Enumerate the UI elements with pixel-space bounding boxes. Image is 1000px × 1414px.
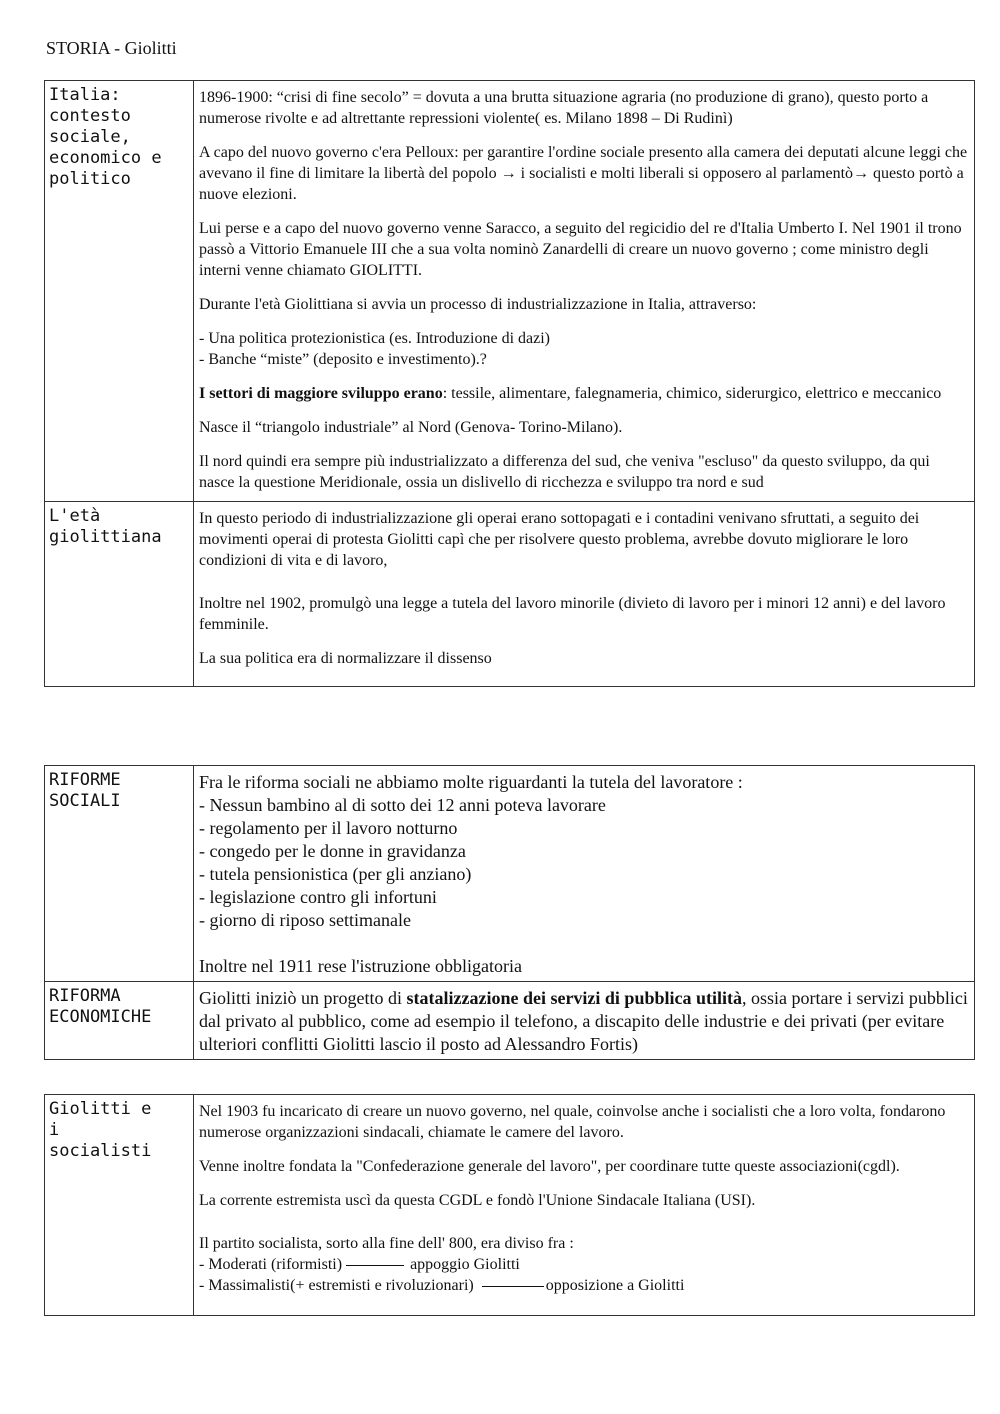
paragraph-crisi: 1896-1900: “crisi di fine secolo” = dovuta a una brutta situazione agraria (no produzione di grano), questo porto a numerose rivolte e ad altrettante repressioni violente( es. Milano 1898 – Di Rudinì) [199, 89, 929, 127]
economiche-text-pre: Giolitti iniziò un progetto di [199, 988, 407, 1008]
paragraph-politiche [199, 328, 969, 370]
massimalisti-position: opposizione a Giolitti [545, 1277, 685, 1294]
list-item: - legislazione contro gli infortuni [199, 887, 437, 907]
table-row [45, 81, 975, 502]
row-content-riforme-sociali [194, 766, 975, 982]
row-content-contesto [194, 81, 975, 502]
list-item: - regolamento per il lavoro notturno [199, 818, 458, 838]
row-header-eta-giolittiana: L'età giolittiana [45, 502, 194, 687]
list-item: - Banche “miste” (deposito e investimento).? [199, 351, 487, 368]
paragraph-saracco: Lui perse e a capo del nuovo governo venne Saracco, a seguito del regicidio del re d'Italia Umberto I. Nel 1901 il trono passò a Vittorio Emanuele III che a sua volta nominò Zanardelli di creare un nuovo governo ; come ministro degli interni venne chiamato GIOLITTI. [199, 220, 962, 279]
riforme-intro: Fra le riforma sociali ne abbiamo molte riguardanti la tutela del lavoratore : [199, 772, 743, 792]
row-header-riforme-sociali: RIFORME SOCIALI [45, 766, 194, 982]
connector-line [346, 1265, 404, 1266]
paragraph-dissenso: La sua politica era di normalizzare il dissenso [199, 650, 492, 667]
list-item [199, 1254, 969, 1275]
row-content-socialisti [194, 1095, 975, 1316]
paragraph-industrializzazione: Durante l'età Giolittiana si avvia un processo di industrializzazione in Italia, attraverso: [199, 296, 757, 313]
massimalisti-label: - Massimalisti(+ estremisti e rivoluzionari) [199, 1277, 474, 1294]
table-giolitti-socialisti [44, 1094, 975, 1316]
connector-line [482, 1286, 544, 1287]
list-item: - Nessun bambino al di sotto dei 12 anni poteva lavorare [199, 795, 606, 815]
moderati-label: - Moderati (riformisti) [199, 1256, 343, 1273]
list-item: - Una politica protezionistica (es. Introduzione di dazi) [199, 330, 550, 347]
paragraph-settori [199, 383, 969, 404]
row-content-riforma-economiche [194, 982, 975, 1060]
paragraph-operai: In questo periodo di industrializzazione gli operai erano sottopagati e i contadini venivano sfruttati, a seguito dei movimenti operai di protesta Giolitti capì che per risolvere questo problema, avrebbe dovuto migliorare le loro condizioni di vita e di lavoro, [199, 510, 920, 569]
paragraph-meridionale: Il nord quindi era sempre più industrializzato a differenza del sud, che veniva "escluso" da questo sviluppo, da qui nasce la questione Meridionale, ossia un dislivello di ricchezza e sviluppo tra nord e sud [199, 453, 930, 491]
list-item [199, 1275, 969, 1296]
paragraph-legge-1902: Inoltre nel 1902, promulgò una legge a tutela del lavoro minorile (divieto di lavoro per i minori 12 anni) e del lavoro femminile. [199, 595, 946, 633]
table-row [45, 502, 975, 687]
table-riforme [44, 765, 975, 1060]
table-row [45, 766, 975, 982]
table-row [45, 982, 975, 1060]
paragraph-partito-socialista [199, 1233, 969, 1296]
moderati-position: appoggio Giolitti [410, 1256, 520, 1273]
row-header-socialisti: Giolitti e i socialisti [45, 1095, 194, 1316]
economiche-text-post: , ossia portare i servizi pubblici dal privato al pubblico, come ad esempio il telefono, a discapito delle industrie e dei privati (per evitare ulteriori conflitti Giolitti lascio il posto ad Alessandro Fortis) [199, 988, 968, 1054]
table-row [45, 1095, 975, 1316]
paragraph-cgdl: Venne inoltre fondata la "Confederazione generale del lavoro", per coordinare tutte queste associazioni(cgdl). [199, 1158, 900, 1175]
bold-statalizzazione: statalizzazione dei servizi di pubblica utilità [406, 988, 742, 1008]
list-item: - congedo per le donne in gravidanza [199, 841, 466, 861]
list-item: - tutela pensionistica (per gli anziano) [199, 864, 472, 884]
bold-label: I settori di maggiore sviluppo erano [199, 385, 443, 402]
table-italia-giolitti [44, 80, 975, 687]
paragraph-pelloux: A capo del nuovo governo c'era Pelloux: per garantire l'ordine sociale presento alla camera dei deputati alcune leggi che avevano il fine di limitare la libertà del popolo → i socialisti e molti liberali si opposero al parlamentò→ questo portò a nuove elezioni. [199, 144, 968, 203]
socialisti-intro: Il partito socialista, sorto alla fine dell' 800, era diviso fra : [199, 1235, 574, 1252]
row-header-riforma-economiche: RIFORMA ECONOMICHE [45, 982, 194, 1060]
paragraph-governo-1903: Nel 1903 fu incaricato di creare un nuovo governo, nel quale, coinvolse anche i socialisti che a loro volta, fondarono numerose organizzazioni sindacali, chiamate le camere del lavoro. [199, 1103, 946, 1141]
list-item: - giorno di riposo settimanale [199, 910, 411, 930]
document-title: STORIA - Giolitti [46, 38, 177, 58]
paragraph-usi: La corrente estremista uscì da questa CGDL e fondò l'Unione Sindacale Italiana (USI). [199, 1192, 756, 1209]
paragraph-triangolo: Nasce il “triangolo industriale” al Nord (Genova- Torino-Milano). [199, 419, 623, 436]
riforme-outro: Inoltre nel 1911 rese l'istruzione obbligatoria [199, 956, 522, 976]
row-header-contesto: Italia: contesto sociale, economico e politico [45, 81, 194, 502]
settori-text: : tessile, alimentare, falegnameria, chimico, siderurgico, elettrico e meccanico [442, 385, 942, 402]
row-content-eta-giolittiana [194, 502, 975, 687]
